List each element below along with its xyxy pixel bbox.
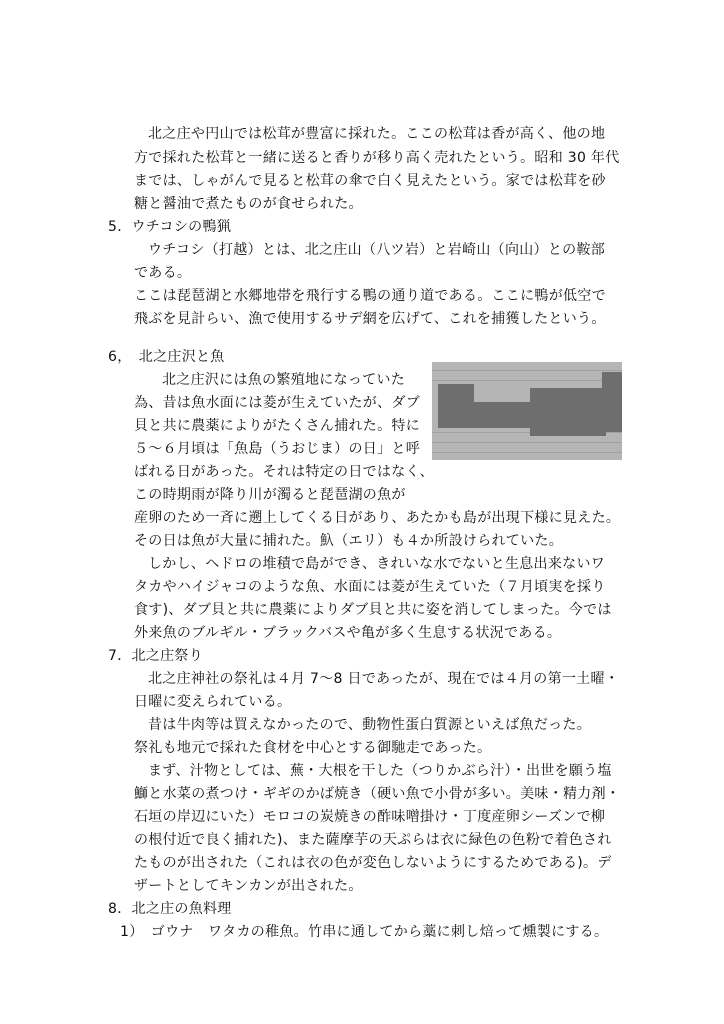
paragraph-line: 外来魚のブルギル・ブラックバスや亀が多く生息する状況である。 (134, 625, 562, 641)
paragraph-line: 石垣の岸辺にいた）モロコの炭焼きの酢味噌掛け・丁度産卵シーズンで柳 (134, 809, 606, 825)
section-heading: 6， 北之庄沢と魚 (108, 349, 225, 365)
paragraph-line: ５～６月頃は「魚島（うおじま）の日」と呼 (134, 441, 420, 457)
paragraph-line: 北之庄沢には魚の繁殖地になっていた (162, 372, 406, 388)
paragraph-line: 飛ぶを見計らい、漁で使用するサデ網を広げて、これを捕獲したという。 (134, 311, 606, 327)
paragraph-line: この時期雨が降り川が濁ると琵琶湖の魚が (134, 487, 406, 503)
paragraph-line: 糖と醤油で煮たものが食せられた。 (134, 196, 363, 212)
paragraph-line: ばれる日があった。それは特定の日ではなく、 (134, 464, 434, 480)
paragraph-line: 為、昔は魚水面には菱が生えていたが、ダブ (134, 395, 420, 411)
paragraph-line: 北之庄や円山では松茸が豊富に採れた。ここの松茸は香が高く、他の地 (148, 126, 606, 142)
paragraph-line: 昔は牛肉等は買えなかったので、動物性蛋白質源といえば魚だった。 (148, 717, 592, 733)
paragraph-line: まず、汁物としては、蕪・大根を干した（つりかぶら汁）・出世を願う塩 (148, 763, 612, 779)
paragraph-line: その日は魚が大量に捕れた。魞（エリ）も４か所設けられていた。 (134, 533, 563, 549)
paragraph-line: 産卵のため一斉に遡上してくる日があり、あたかも島が出現下様に見えた。 (134, 510, 621, 526)
paragraph-line: 北之庄神社の祭礼は４月 7～8 日であったが、現在では４月の第一土曜・ (148, 671, 620, 687)
paragraph-line: 貝と共に農薬によりがたくさん捕れた。特に (134, 418, 420, 434)
section-heading: 8．北之庄の魚料理 (108, 901, 232, 917)
paragraph-line: ここは琵琶湖と水郷地帯を飛行する鴨の通り道である。ここに鴨が低空で (134, 288, 606, 304)
list-item: 1） ゴウナ ワタカの稚魚。竹串に通してから藁に刺し焙って燻製にする。 (120, 924, 609, 940)
paragraph-line: の根付近で良く捕れた)、また薩摩芋の天ぷらは衣に緑色の色粉で着色され (134, 832, 612, 848)
paragraph-line: 祭礼も地元で採れた食材を中心とする御馳走であった。 (134, 740, 492, 756)
paragraph-line: までは、しゃがんで見ると松茸の傘で白く見えたという。家では松茸を砂 (134, 173, 606, 189)
section-heading: 7．北之庄祭り (108, 648, 204, 664)
paragraph-line: 日曜に変えられている。 (134, 694, 292, 710)
section-heading: 5．ウチコシの鴨猟 (108, 219, 232, 235)
paragraph-line: タカやハイジャコのような魚、水面には菱が生えていた（７月頃実を採り (134, 579, 606, 595)
paragraph-line: しかし、ヘドロの堆積で島ができ、きれいな水でないと生息出来ないワ (148, 556, 606, 572)
paragraph-line: ウチコシ（打越）とは、北之庄山（八ツ岩）と岩崎山（向山）との鞍部 (148, 242, 606, 258)
paragraph-line: である。 (134, 265, 192, 281)
paragraph-line: ザートとしてキンカンが出された。 (134, 878, 363, 894)
paragraph-line: 食す)、ダブ貝と共に農薬によりダブ貝と共に姿を消してしまった。今では (134, 602, 612, 618)
paragraph-line: たものが出された（これは衣の色が変色しないようにするためである)。デ (134, 855, 612, 871)
paragraph-line: 鰤と水菜の煮つけ・ギギのかば焼き（硬い魚で小骨が多い。美味・精力剤・ (134, 786, 621, 802)
paragraph-line: 方で採れた松茸と一緒に送ると香りが移り高く売れたという。昭和 30 年代 (134, 150, 620, 166)
aerial-photo (432, 362, 622, 460)
